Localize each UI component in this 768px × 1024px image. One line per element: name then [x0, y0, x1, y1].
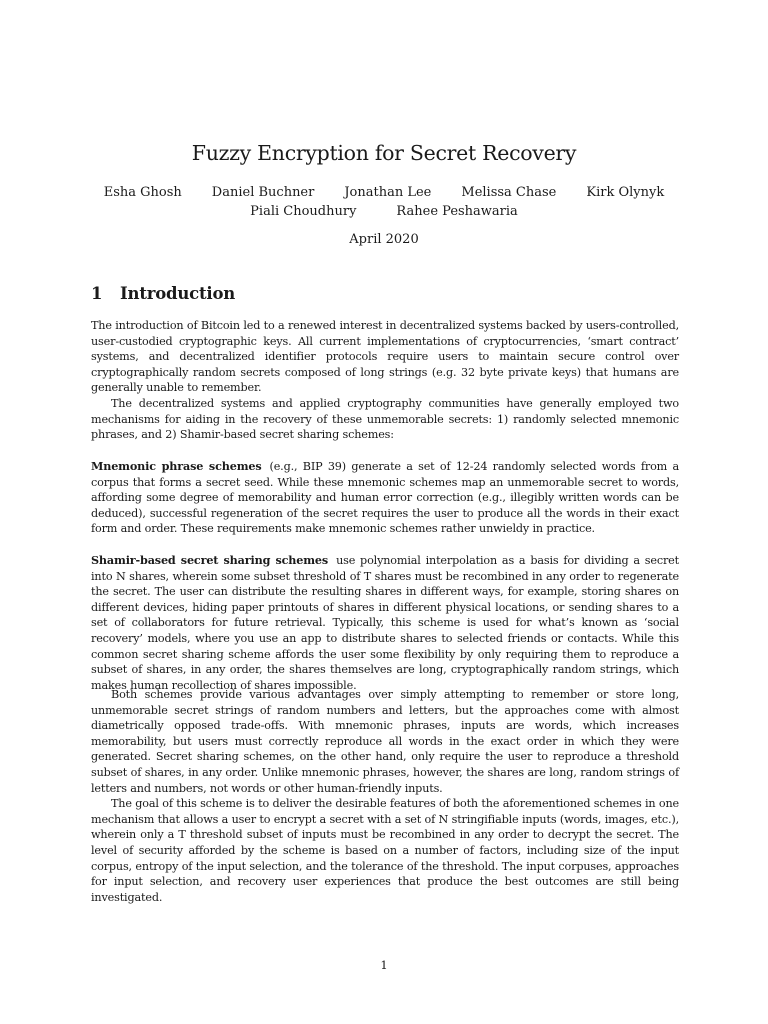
author-name: Jonathan Lee [344, 185, 432, 200]
author-name: Piali Choudhury [250, 204, 357, 219]
section-heading [91, 284, 235, 303]
paragraph: Both schemes provide various advantages over simply attempting to remember or store long, unmemorable secret strings of random numbers and letters, but the approaches come with almost diametrically opposed trade-offs. With mnemonic phrases, inputs are words, which increases memorability, but users must correctly reproduce all words in the exact order in which they were generated. Secret sharing schemes, on the other hand, only require the user to reproduce a threshold subset of shares, in any order. Unlike mnemonic phrases, however, the shares are long, random strings of letters and numbers, not words or other human-friendly inputs. [91, 688, 679, 795]
paragraph-heading: Mnemonic phrase schemes [91, 459, 262, 473]
author-row-2 [0, 202, 768, 221]
discussion-block [91, 687, 679, 905]
author-name: Rahee Peshawaria [396, 204, 518, 219]
paragraph-text: use polynomial interpolation as a basis for dividing a secret into N shares, wherein some subset threshold of T shares must be recombined in any order to regenerate the secret. The user can distribute the resulting shares in different ways, for example, storing shares on different devices, hiding paper printouts of shares in different physical locations, or sending shares to a set of collaborators for future retrieval. Typically, this scheme is used for what’s known as ‘social recovery’ models, where you use an app to distribute shares to selected friends or contacts. While this common secret sharing scheme affords the user some flexibility by only requiring them to reproduce a subset of shares, in any order, the shares themselves are long, cryptographically random strings, which makes human recollection of shares impossible. [91, 554, 679, 692]
paper-title: Fuzzy Encryption for Secret Recovery [191, 141, 577, 165]
intro-block [91, 318, 679, 443]
paragraph-heading: Shamir-based secret sharing schemes [91, 553, 329, 567]
author-name: Melissa Chase [461, 185, 557, 200]
section-title: Introduction [120, 284, 236, 303]
paragraph: The introduction of Bitcoin led to a renewed interest in decentralized systems backed by users-controlled, user-custodied cryptographic keys. All current implementations of cryptocurrencies, ‘smart contract’ systems, and decentralized identifier protocols require users to maintain secure control over cryptographically random secrets composed of long strings (e.g. 32 byte private keys) that humans are generally unable to remember. [91, 319, 679, 395]
author-name: Daniel Buchner [211, 185, 315, 200]
paragraph: The goal of this scheme is to deliver the desirable features of both the aforementioned schemes in one mechanism that allows a user to encrypt a secret with a set of N stringifiable inputs (words, images, etc.), wherein only a T threshold subset of inputs must be recombined in any order to decrypt the secret. The level of security afforded by the scheme is based on a number of factors, including size of the input corpus, entropy of the input selection, and the tolerance of the threshold. The input corpuses, approaches for input selection, and recovery user experiences that produce the best outcomes are still being investigated. [91, 797, 679, 904]
paragraph-text: (e.g., BIP 39) generate a set of 12-24 randomly selected words from a corpus that forms a secret seed. While these mnemonic schemes map an unmemorable secret to words, affording some degree of memorability and human error correction (e.g., illegibly written words can be deduced), successful regeneration of the secret requires the user to produce all the words in their exact form and order. These requirements make mnemonic schemes rather unwieldy in practice. [91, 460, 679, 536]
author-name: Esha Ghosh [103, 185, 182, 200]
paper-date: April 2020 [349, 232, 419, 247]
page-number: 1 [380, 958, 388, 972]
mnemonic-paragraph [91, 459, 679, 537]
paragraph: The decentralized systems and applied cryptography communities have generally employed two mechanisms for aiding in the recovery of these unmemorable secrets: 1) randomly selected mnemonic phrases, and 2) Shamir-based secret sharing schemes: [91, 396, 679, 442]
author-list [0, 183, 768, 221]
author-row-1 [0, 183, 768, 202]
section-number: 1 [91, 284, 103, 303]
author-name: Kirk Olynyk [586, 185, 665, 200]
shamir-paragraph [91, 553, 679, 693]
